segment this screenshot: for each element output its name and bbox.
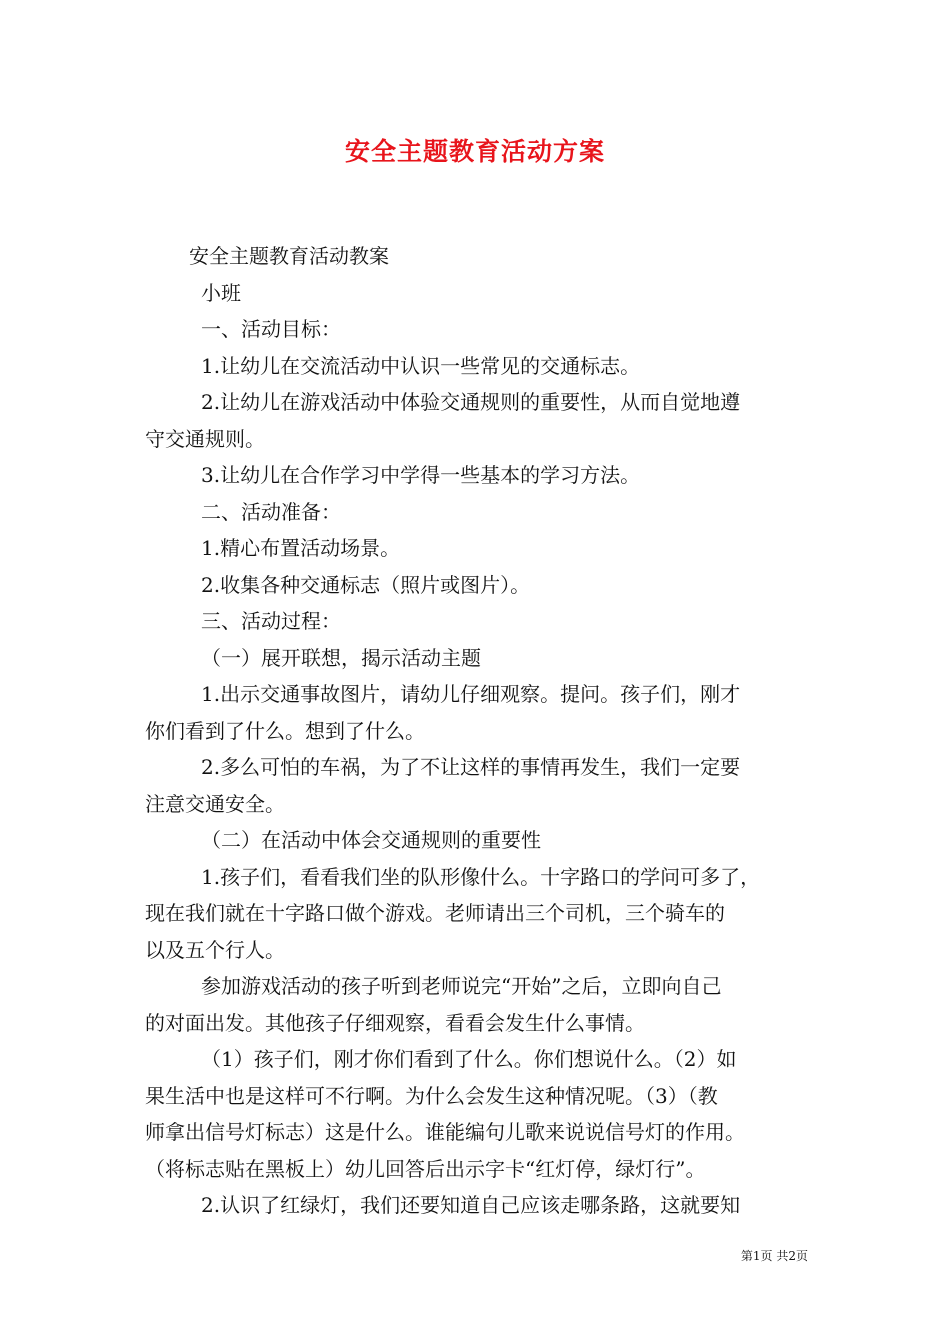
body-line: （二）在活动中体会交通规则的重要性: [201, 828, 541, 852]
body-line: 2.认识了红绿灯，我们还要知道自己应该走哪条路，这就要知: [201, 1193, 741, 1217]
body-line: 现在我们就在十字路口做个游戏。老师请出三个司机，三个骑车的: [145, 901, 725, 925]
body-line: 2.让幼儿在游戏活动中体验交通规则的重要性，从而自觉地遵: [201, 390, 741, 414]
body-line: 的对面出发。其他孩子仔细观察，看看会发生什么事情。: [145, 1010, 645, 1035]
body-line: 三、活动过程：: [201, 609, 341, 633]
body-line: 注意交通安全。: [145, 791, 285, 816]
body-line: 2.多么可怕的车祸，为了不让这样的事情再发生，我们一定要: [201, 755, 741, 779]
body-line: 一、活动目标：: [201, 317, 341, 341]
body-line: 2.收集各种交通标志（照片或图片）。: [201, 572, 531, 597]
body-line: 二、活动准备：: [201, 499, 341, 524]
body-line: 参加游戏活动的孩子听到老师说完“开始”之后，立即向自己: [201, 974, 722, 998]
body-line: （1）孩子们，刚才你们看到了什么。你们想说什么。（2）如: [201, 1047, 737, 1071]
document-body: [145, 238, 810, 1224]
body-line: 1.出示交通事故图片，请幼儿仔细观察。提问。孩子们，刚才: [201, 682, 741, 706]
body-line: 守交通规则。: [145, 426, 265, 451]
body-line: 1.让幼儿在交流活动中认识一些常见的交通标志。: [201, 353, 641, 378]
body-line: 你们看到了什么。想到了什么。: [145, 718, 425, 743]
body-line: 小班: [201, 280, 241, 305]
body-line: 安全主题教育活动教案: [189, 244, 389, 268]
document-title: 安全主题教育活动方案: [344, 137, 605, 166]
body-line: 果生活中也是这样可不行啊。为什么会发生这种情况呢。（3）（教: [145, 1083, 718, 1108]
body-line: 1.孩子们，看看我们坐的队形像什么。十字路口的学问可多了，: [201, 864, 761, 889]
body-line: 以及五个行人。: [145, 937, 285, 962]
page-number: 第1页 共2页: [740, 1249, 808, 1263]
body-line: （一）展开联想，揭示活动主题: [201, 645, 481, 670]
body-line: （将标志贴在黑板上）幼儿回答后出示字卡“红灯停，绿灯行”。: [145, 1156, 706, 1181]
body-line: 3.让幼儿在合作学习中学得一些基本的学习方法。: [201, 463, 641, 487]
body-line: 师拿出信号灯标志）这是什么。谁能编句儿歌来说说信号灯的作用。: [145, 1120, 745, 1144]
body-line: 1.精心布置活动场景。: [201, 536, 401, 560]
